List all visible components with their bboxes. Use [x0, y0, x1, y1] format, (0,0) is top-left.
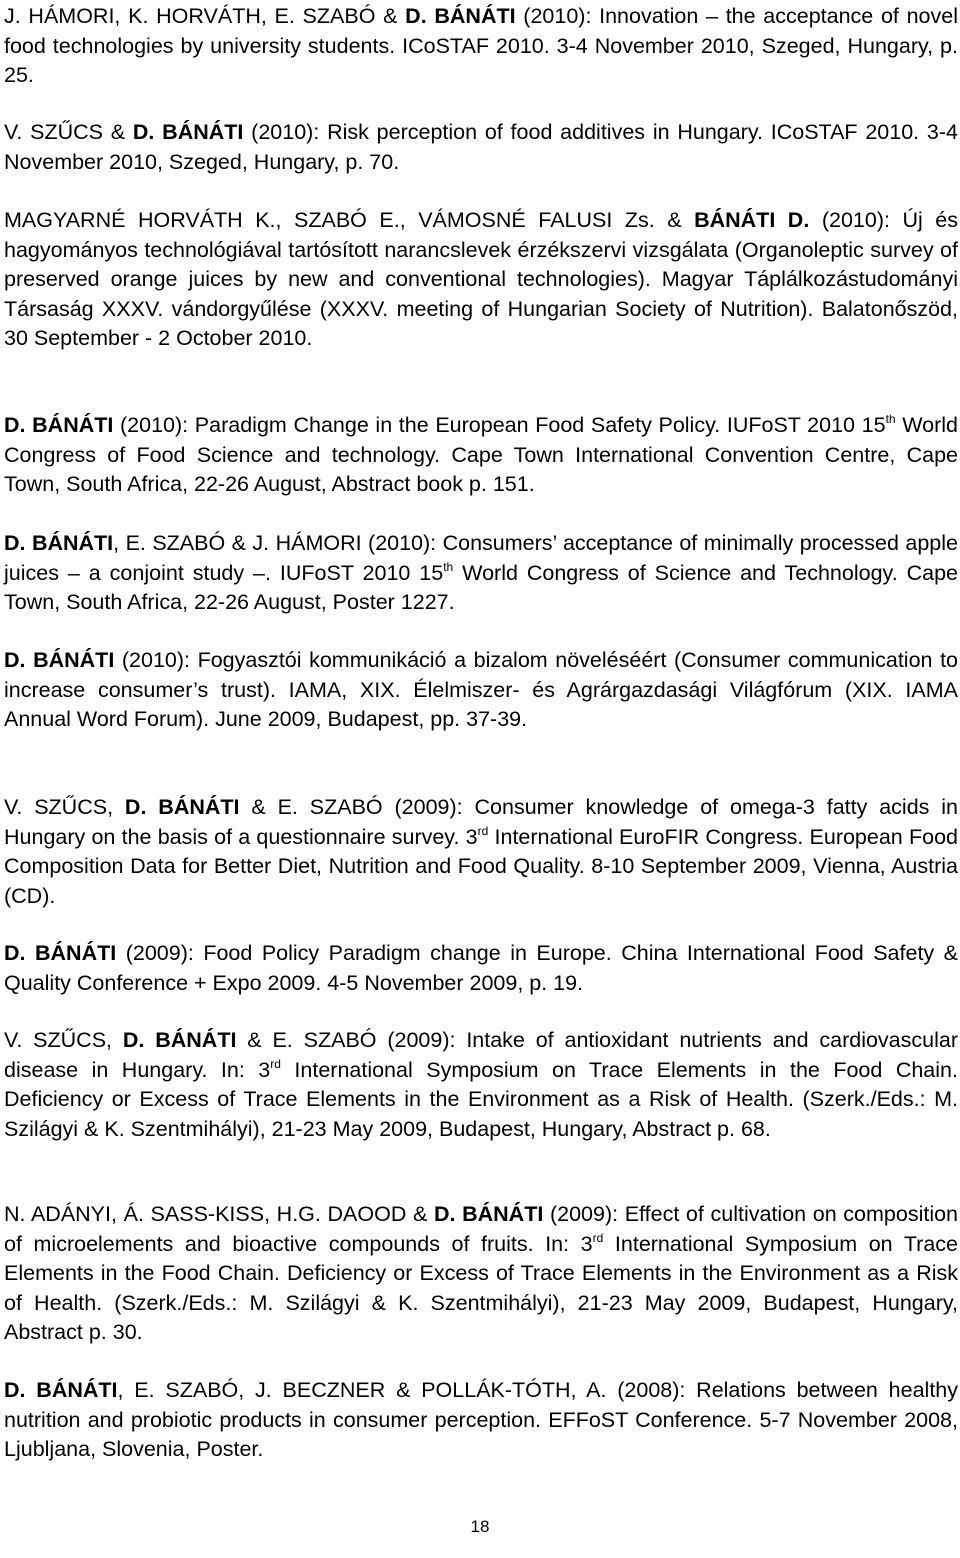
reference-text: & E. SZABÓ (2009): Intake of antioxidant nutrients and cardiovascular disease in Hungary. In: 3 [4, 1028, 958, 1082]
reference-entry [4, 1026, 958, 1144]
reference-text: (2009): Food Policy Paradigm change in Europe. China International Food Safety & Quality Conference + Expo 2009. 4-5 November 2009, p. 19. [4, 941, 959, 995]
reference-text: International EuroFIR Congress. European Food Composition Data for Better Diet, Nutrition and Food Quality. 8-10 September 2009, Vienna, Austria (CD). [4, 824, 958, 908]
author-highlight: D. BÁNÁTI [4, 413, 114, 437]
reference-entry [4, 1200, 958, 1348]
reference-entry [4, 206, 958, 354]
reference-text: N. ADÁNYI, Á. SASS-KISS, H.G. DAOOD & [4, 1202, 434, 1226]
reference-entry [4, 1376, 958, 1465]
reference-text: & E. SZABÓ (2009): Consumer knowledge of omega-3 fatty acids in Hungary on the basis of a questionnaire survey. 3 [4, 795, 959, 849]
reference-text: (2010): Risk perception of food additives in Hungary. ICoSTAF 2010. 3-4 November 2010, Szeged, Hungary, p. 70. [4, 120, 959, 174]
reference-text: (2010): Új és hagyományos technológiával tartósított narancslevek érzékszervi vizsgálata (Organoleptic survey of preserved orange juices by new and conventional technologies). Magyar Táplálkozástudományi Társaság XXXV. vándorgyűlése (XXXV. meeting of Hungarian Society of Nutrition). Balatonőszöd, 30 September - 2 October 2010. [4, 208, 958, 350]
author-highlight: BÁNÁTI D. [694, 208, 810, 232]
reference-text: (2010): Paradigm Change in the European Food Safety Policy. IUFoST 2010 15 [113, 413, 886, 437]
reference-entry [4, 939, 958, 998]
reference-text: MAGYARNÉ HORVÁTH K., SZABÓ E., VÁMOSNÉ FALUSI Zs. & [4, 208, 695, 232]
author-highlight: D. BÁNÁTI [132, 120, 244, 144]
reference-text: J. HÁMORI, K. HORVÁTH, E. SZABÓ & [4, 4, 406, 28]
author-highlight: D. BÁNÁTI [122, 1028, 237, 1052]
ordinal-superscript: rd [592, 1230, 604, 1245]
reference-text: (2009): Effect of cultivation on composition of microelements and bioactive compounds of fruits. In: 3 [4, 1202, 959, 1256]
ordinal-superscript: th [443, 559, 454, 574]
author-highlight: D. BÁNÁTI [433, 1202, 544, 1226]
reference-entry [4, 411, 958, 500]
ordinal-superscript: rd [477, 823, 489, 838]
reference-entry [4, 793, 958, 911]
ordinal-superscript: th [885, 412, 896, 426]
ordinal-superscript: rd [270, 1056, 281, 1071]
reference-entry [4, 646, 958, 735]
author-highlight: D. BÁNÁTI [124, 795, 240, 819]
reference-text: (2010): Innovation – the acceptance of novel food technologies by university students. ICoSTAF 2010. 3-4 November 2010, Szeged, Hungary, p. 25. [4, 4, 958, 87]
reference-entry [4, 529, 958, 618]
reference-entry [4, 2, 958, 91]
author-highlight: D. BÁNÁTI [4, 531, 114, 555]
reference-text: (2010): Fogyasztói kommunikáció a bizalom növeléséért (Consumer communication to increase consumer’s trust). IAMA, XIX. Élelmiszer- és Agrárgazdasági Világfórum (XIX. IAMA Annual Word Forum). June 2009, Budapest, pp. 37-39. [4, 648, 959, 731]
reference-text: V. SZŰCS, [4, 1028, 123, 1052]
reference-text: International Symposium on Trace Elements in the Food Chain. Deficiency or Excess of Trace Elements in the Environment as a Risk of Health. (Szerk./Eds.: M. Szilágyi & K. Szentmihályi), 21-23 May 2009, Budapest, Hungary, Abstract p. 68. [4, 1057, 958, 1141]
author-highlight: D. BÁNÁTI [4, 648, 115, 672]
page-number: 18 [470, 1517, 490, 1536]
author-highlight: D. BÁNÁTI [4, 1378, 118, 1402]
reference-text: , E. SZABÓ & J. HÁMORI (2010): Consumers’ acceptance of minimally processed apple juices – a conjoint study –. IUFoST 2010 15 [4, 531, 958, 585]
reference-text: World Congress of Science and Technology. Cape Town, South Africa, 22-26 August, Poster 1227. [4, 560, 958, 614]
reference-text: International Symposium on Trace Elements in the Food Chain. Deficiency or Excess of Trace Elements in the Environment as a Risk of Health. (Szerk./Eds.: M. Szilágyi & K. Szentmihályi), 21-23 May 2009, Budapest, Hungary, Abstract p. 30. [4, 1231, 958, 1344]
reference-text: V. SZŰCS, [4, 795, 125, 819]
author-highlight: D. BÁNÁTI [4, 941, 117, 965]
reference-text: World Congress of Food Science and technology. Cape Town International Convention Centre, Cape Town, South Africa, 22-26 August, Abstract book p. 151. [4, 413, 958, 496]
reference-entry [4, 118, 958, 177]
reference-text: , E. SZABÓ, J. BECZNER & POLLÁK-TÓTH, A. (2008): Relations between healthy nutrition and probiotic products in consumer perception. EFFoST Conference. 5-7 November 2008, Ljubljana, Slovenia, Poster. [4, 1378, 959, 1461]
author-highlight: D. BÁNÁTI [405, 4, 516, 28]
reference-text: V. SZŰCS & [4, 120, 133, 144]
